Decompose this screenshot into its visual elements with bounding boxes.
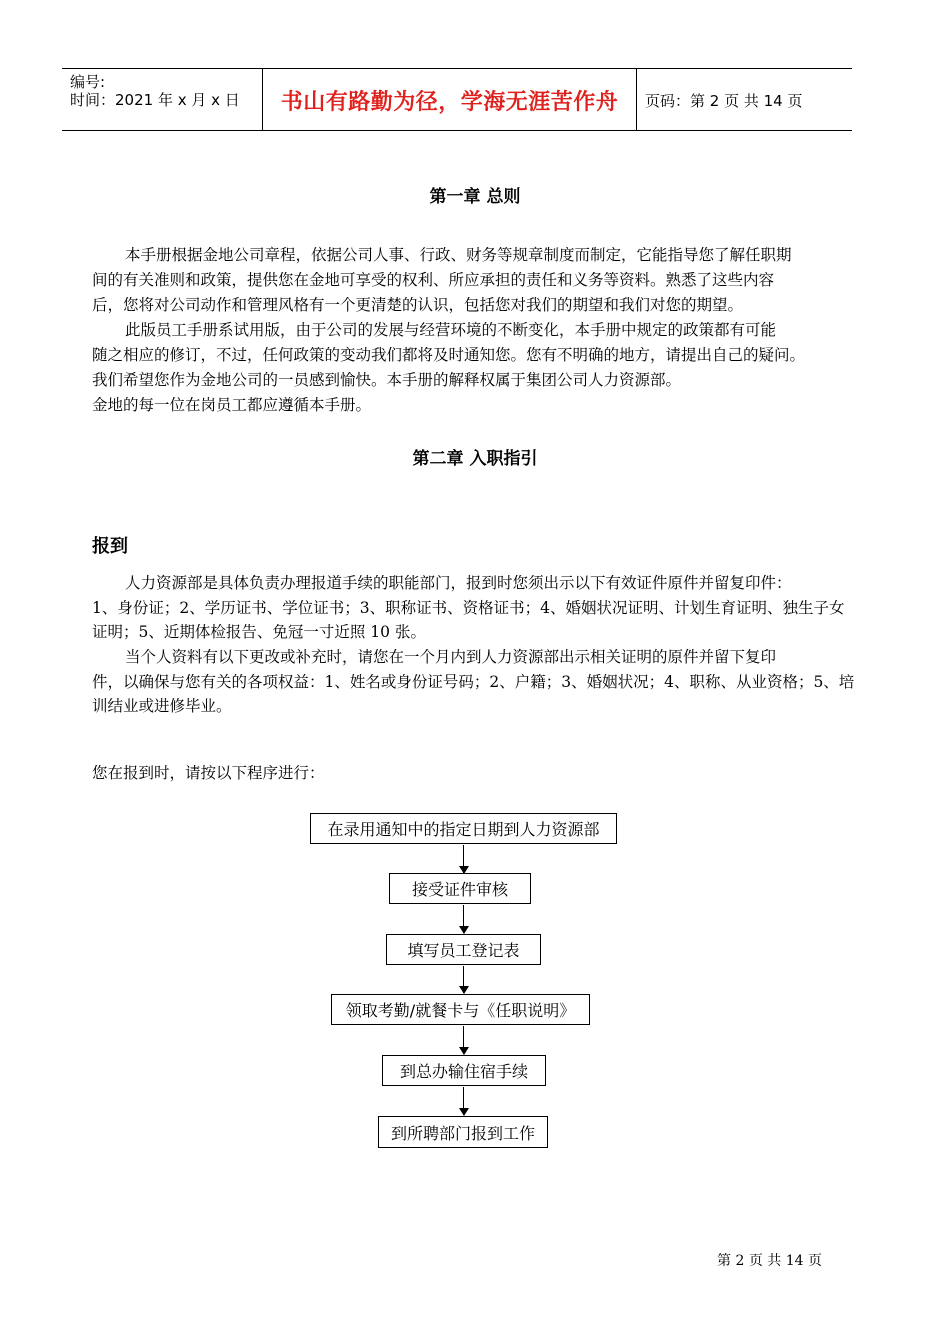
paragraph-line: 此版员工手册系试用版，由于公司的发展与经营环境的不断变化，本手册中规定的政策都有可能 [125,321,777,339]
document-number-label: 编号: [70,73,106,91]
flow-step-box: 填写员工登记表 [386,934,541,965]
flow-arrow [463,845,464,873]
paragraph-line: 训结业或进修毕业。 [92,697,232,715]
paragraph-line: 当个人资料有以下更改或补充时，请您在一个月内到人力资源部出示相关证明的原件并留下复印 [125,648,777,666]
document-date-label: 时间：2021 年 x 月 x 日 [70,91,240,109]
header-meta-cell [62,69,262,130]
paragraph-line: 金地的每一位在岗员工都应遵循本手册。 [92,396,372,414]
procedure-intro: 您在报到时，请按以下程序进行： [92,764,325,782]
paragraph-line: 1、身份证；2、学历证书、学位证书；3、职称证书、资格证书；4、婚姻状况证明、计划生育证明、独生子女 [92,599,845,617]
flow-step-box: 领取考勤/就餐卡与《任职说明》 [331,994,590,1025]
flow-step-box: 在录用通知中的指定日期到人力资源部 [310,813,617,844]
paragraph-line: 本手册根据金地公司章程，依据公司人事、行政、财务等规章制度而制定，它能指导您了解任职期 [125,246,792,264]
flow-step-box: 到总办输住宿手续 [382,1055,546,1086]
header-motto-cell [262,69,637,130]
paragraph-line: 人力资源部是具体负责办理报道手续的职能部门，报到时您须出示以下有效证件原件并留复印件： [125,574,792,592]
header-page-number: 页码：第 2 页 共 14 页 [645,92,803,110]
paragraph-line: 随之相应的修订，不过，任何政策的变动我们都将及时通知您。您有不明确的地方，请提出自己的疑问。 [92,346,806,364]
flow-arrow [463,1026,464,1054]
paragraph-line: 后，您将对公司动作和管理风格有一个更清楚的认识，包括您对我们的期望和我们对您的期望。 [92,296,744,314]
flow-step-box: 接受证件审核 [389,873,531,904]
flow-arrow [463,966,464,993]
paragraph-line: 证明；5、近期体检报告、免冠一寸近照 10 张。 [92,623,426,641]
paragraph-line: 间的有关准则和政策，提供您在金地可享受的权利、所应承担的责任和义务等资料。熟悉了这些内容 [92,271,775,289]
paragraph-line: 我们希望您作为金地公司的一员感到愉快。本手册的解释权属于集团公司人力资源部。 [92,371,682,389]
chapter-1-title: 第一章 总则 [429,187,521,207]
header-motto: 书山有路勤为径，学海无涯苦作舟 [280,90,619,115]
chapter-2-title: 第二章 入职指引 [412,449,538,469]
paragraph-line: 件，以确保与您有关的各项权益：1、姓名或身份证号码；2、户籍；3、婚姻状况；4、职称、从业资格；5、培 [92,673,855,691]
flow-arrow [463,1087,464,1115]
flow-step-box: 到所聘部门报到工作 [378,1116,548,1148]
page-header [62,68,852,131]
footer-page-number: 第 2 页 共 14 页 [717,1253,822,1269]
flow-arrow [463,905,464,933]
header-page-cell [636,69,852,130]
section-title-report: 报到 [92,536,128,557]
